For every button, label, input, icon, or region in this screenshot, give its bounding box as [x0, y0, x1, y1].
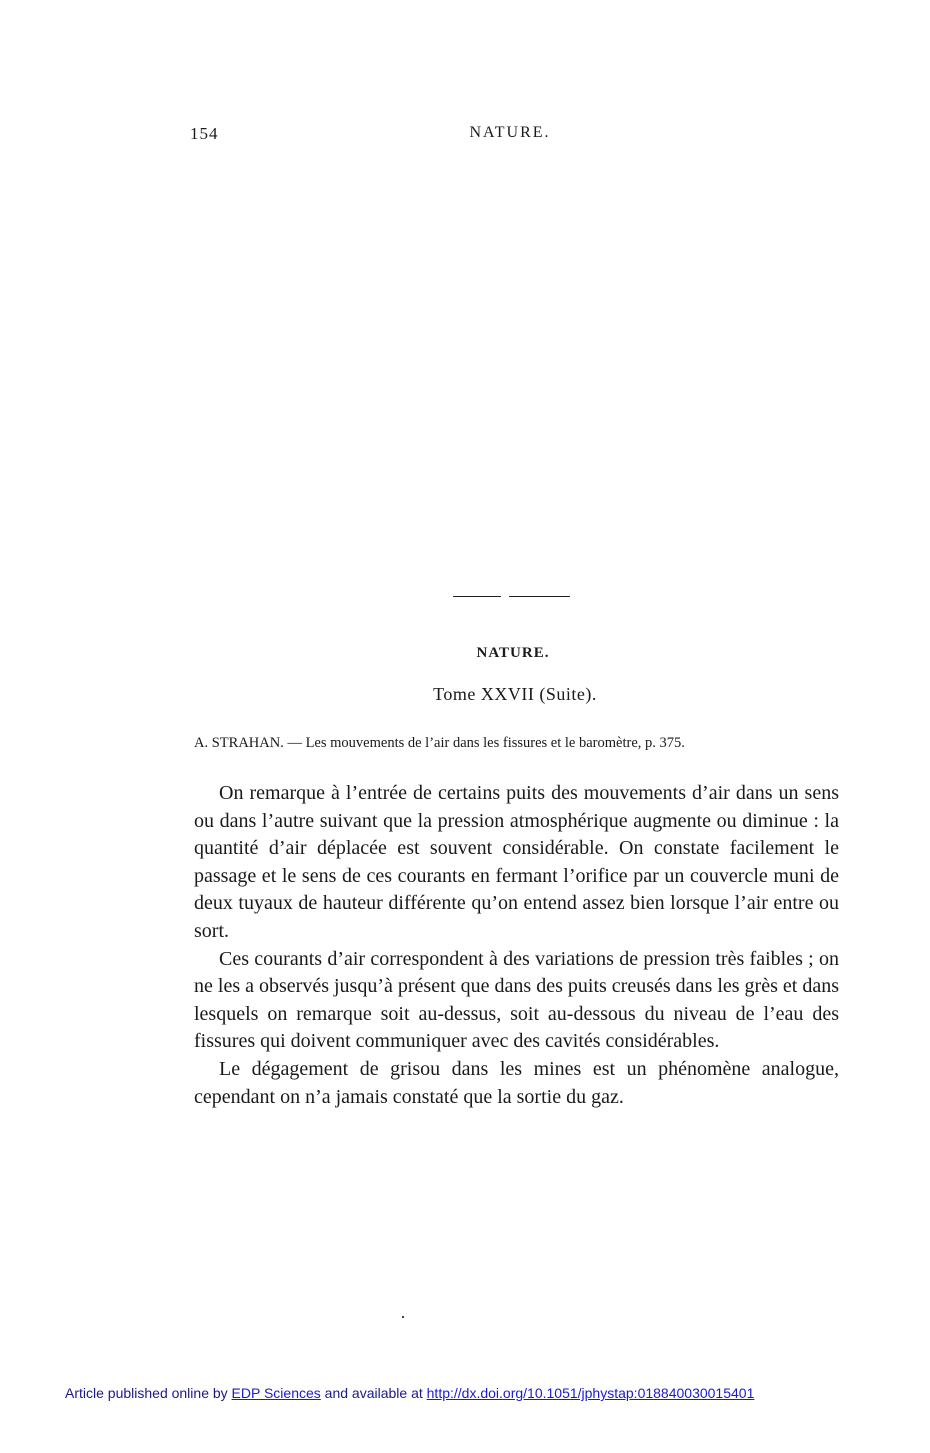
page-number: 154 — [190, 124, 219, 143]
doi-link[interactable]: http://dx.doi.org/10.1051/jphystap:018840030015401 — [426, 1385, 755, 1401]
article-body — [194, 780, 839, 1111]
running-head: NATURE. — [469, 124, 551, 141]
footer-prefix: Article published online by — [65, 1385, 228, 1401]
publisher-link[interactable]: EDP Sciences — [231, 1385, 321, 1401]
publication-footer — [65, 1385, 754, 1401]
article-citation: A. STRAHAN. — Les mouvements de l’air dans les fissures et le baromètre, p. 375. — [194, 735, 685, 751]
stray-mark — [402, 1316, 404, 1318]
divider-rule-left — [453, 596, 501, 597]
volume-heading: Tome XXVII (Suite). — [433, 684, 597, 704]
body-paragraph: On remarque à l’entrée de certains puits des mouvements d’air dans un sens ou dans l’autre suivant que la pression atmosphérique augmente ou diminue : la quantité d’air déplacée est souvent considérable. On constate facilement le passage et le sens de ces courants en fermant l’orifice par un couvercle muni de deux tuyaux de hauteur différente qu’on entend assez bien lorsque l’air entre ou sort. — [194, 782, 839, 942]
body-paragraph: Ces courants d’air correspondent à des variations de pression très faibles ; on ne les a observés jusqu’à présent que dans des puits creusés dans les grès et dans lesquels on remarque soit au-dessus, soit au-dessous du niveau de l’eau des fissures qui doivent communiquer avec des cavités considérables. — [194, 947, 839, 1053]
body-paragraph: Le dégagement de grisou dans les mines est un phénomène analogue, cependant on n’a jamais constaté que la sortie du gaz. — [194, 1057, 839, 1108]
divider-rule-right — [509, 596, 570, 597]
footer-middle: and available at — [324, 1385, 423, 1401]
section-title: NATURE. — [476, 645, 550, 661]
